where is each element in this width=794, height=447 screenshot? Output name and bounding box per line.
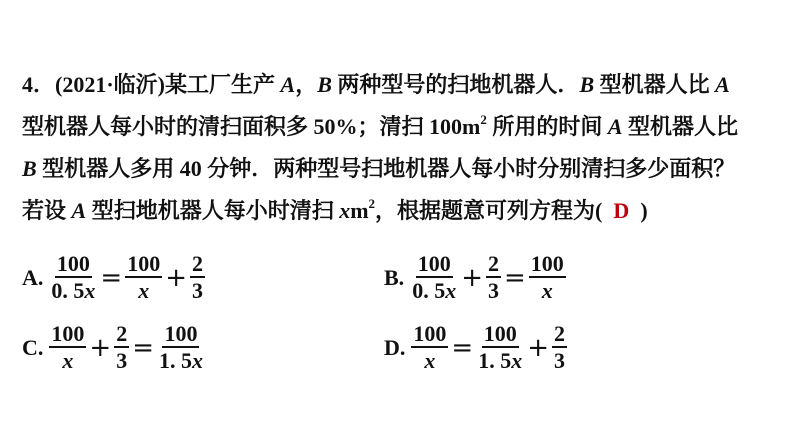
option-c[interactable] (22, 322, 207, 374)
option-a-fraction-3 (190, 252, 205, 304)
line4-text-c: m (350, 198, 369, 223)
fraction-denominator: 3 (116, 348, 128, 373)
fraction-numerator: 100 (483, 321, 517, 346)
option-c-fraction-2 (114, 322, 129, 374)
fraction-denominator: x (424, 348, 436, 373)
option-d-label: D. (384, 335, 406, 360)
fraction-denominator: x (541, 278, 553, 303)
line1-var-b: B (317, 72, 332, 97)
answer-text: D (613, 198, 630, 223)
fraction-denominator: 3 (553, 348, 565, 373)
line1-var-d: A (715, 72, 730, 97)
line1-text-d: 型机器人比 (594, 72, 716, 97)
fraction-numerator: 100 (530, 251, 564, 276)
option-a-label: A. (22, 265, 44, 290)
line3-text-a: 型机器人多用 40 分钟．两种型号扫地机器人每小时分别清扫多少面积？ (36, 156, 736, 181)
option-c-operator-2: = (132, 333, 154, 363)
line2-text-a: 型机器人每小时的清扫面积多 50%；清扫 100m (22, 114, 481, 139)
fraction-numerator: 2 (116, 321, 128, 346)
fraction-denominator: 1. 5x (478, 348, 523, 373)
question-line-3 (22, 154, 735, 184)
option-d-fraction-2 (476, 322, 524, 374)
fraction-numerator: 2 (487, 251, 499, 276)
line4-text-d: ，根据题意可列方程为( (375, 198, 603, 223)
option-b-fraction-2 (486, 252, 501, 304)
line1-var-c: B (579, 72, 595, 97)
line1-text-b: ， (295, 72, 318, 97)
fraction-denominator: x (138, 278, 150, 303)
option-c-fraction-3 (157, 322, 205, 374)
fraction-numerator: 100 (164, 321, 198, 346)
option-c-fraction-1 (49, 322, 86, 374)
fraction-numerator: 100 (413, 321, 447, 346)
fraction-numerator: 100 (417, 251, 451, 276)
line1-var-a: A (280, 72, 296, 97)
line4-var-a: A (71, 198, 87, 223)
fraction-denominator: 0. 5x (412, 278, 457, 303)
option-a-operator-2: + (165, 263, 187, 293)
fraction-denominator: 0. 5x (51, 278, 96, 303)
fraction-numerator: 100 (51, 321, 85, 346)
option-b-label: B. (384, 265, 405, 290)
line4-text-b: 型扫地机器人每小时清扫 (86, 198, 340, 223)
fraction-numerator: 100 (56, 251, 90, 276)
option-d-fraction-1 (411, 322, 448, 374)
option-c-label: C. (22, 335, 44, 360)
question-line-1 (22, 70, 730, 100)
fraction-numerator: 100 (127, 251, 161, 276)
question-line-2 (22, 112, 738, 142)
line4-text-a: 若设 (22, 198, 72, 223)
line3-var-a: B (22, 156, 37, 181)
option-d-fraction-3 (552, 322, 567, 374)
option-d-operator-1: = (451, 333, 474, 363)
option-b-fraction-3 (529, 252, 566, 304)
question-source: (2021·临沂) (55, 72, 166, 97)
option-c-operator-1: + (89, 333, 112, 363)
option-b-operator-1: + (461, 263, 483, 293)
option-a-fraction-1 (49, 252, 97, 304)
line2-text-b: 所用的时间 (486, 114, 608, 139)
line1-text-c: 两种型号的扫地机器人． (331, 72, 580, 97)
option-b-fraction-1 (410, 252, 458, 304)
option-a-operator-1: = (100, 263, 123, 293)
fraction-denominator: 1. 5x (158, 348, 203, 373)
line2-text-c: 型机器人比 (622, 114, 739, 139)
fraction-denominator: 3 (487, 278, 499, 303)
fraction-numerator: 2 (191, 251, 203, 276)
line2-var-a: A (607, 114, 623, 139)
question-number: 4． (22, 72, 56, 97)
option-b[interactable] (384, 252, 568, 304)
fraction-numerator: 2 (553, 321, 565, 346)
option-a-fraction-2 (125, 252, 162, 304)
fraction-denominator: 3 (191, 278, 203, 303)
option-d-operator-2: + (527, 333, 549, 363)
option-b-operator-2: = (503, 263, 526, 293)
option-d[interactable] (384, 322, 569, 374)
line4-text-e: ) (640, 198, 648, 223)
line4-var-b: x (339, 198, 351, 223)
option-a[interactable] (22, 252, 207, 304)
fraction-denominator: x (62, 348, 74, 373)
line4-superscript: 2 (368, 195, 376, 211)
line2-superscript: 2 (480, 111, 487, 127)
line1-text-a: 某工厂生产 (165, 72, 281, 97)
question-line-4 (22, 196, 648, 226)
